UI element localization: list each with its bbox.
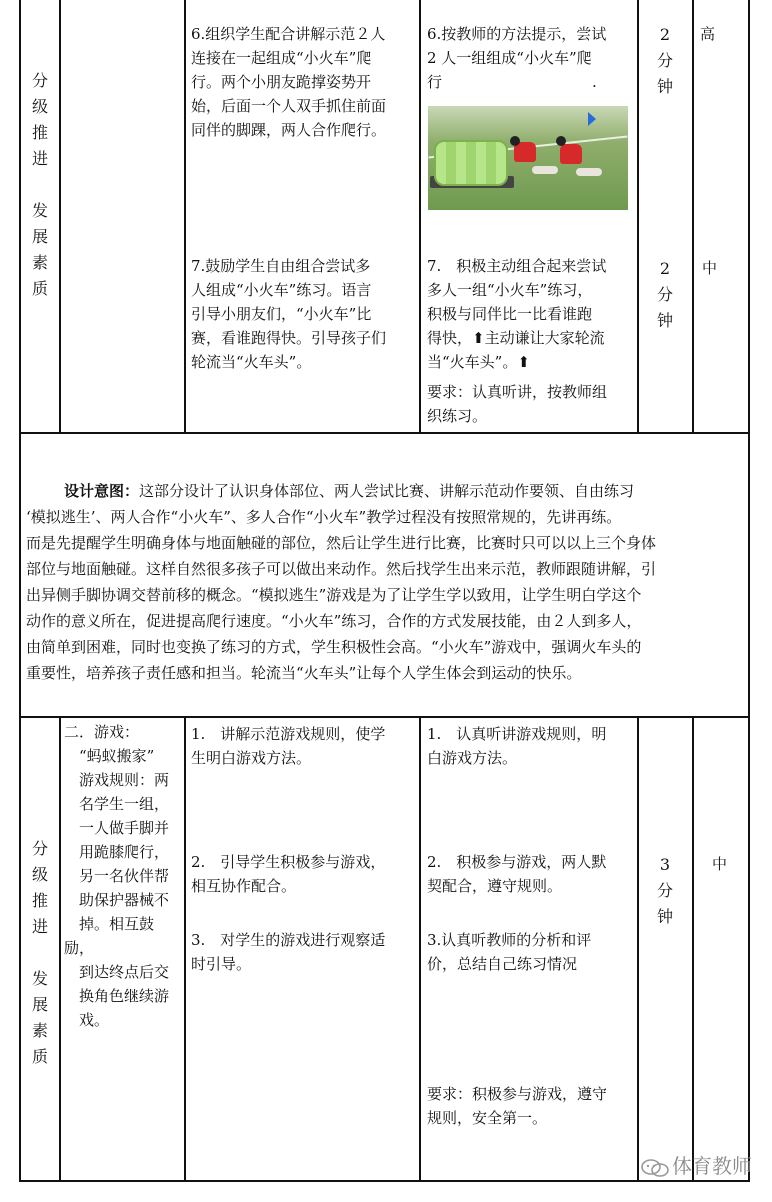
wechat-icon	[640, 1158, 670, 1178]
teacher-step-2: 2. 引导学生积极参与游戏， 相互协作配合。	[191, 853, 386, 895]
activity-photo	[428, 106, 628, 210]
stage-label: 分 级 推 进 发 展 素 质	[31, 71, 48, 298]
time-cell: 2 分 钟	[656, 259, 673, 330]
teacher-activity-6: 6.组织学生配合讲解示范２人 连接在一起组成“小火车”爬 行。两个小朋友跪撑姿势开 始，后面一个人双手抓住前面 同伴的脚踝，两人合作爬行。	[191, 25, 387, 139]
watermark-text: 体育教师	[672, 1154, 752, 1178]
table-divider	[184, 716, 186, 1182]
design-intent: 设计意图：这部分设计了认识身体部位、两人尝试比赛、讲解示范动作要领、自由练习 ‘模拟逃生’、两人合作“小火车”、多人合作“小火车”教学过程没有按照常规的，先讲再练。 而是先提醒学生明确身体与地面触碰的部位，然后让学生进行比赛，比赛时只可以以上三个身体 部位与地面触碰。这样自然很多孩子可以做出来动作。然后找学生出来示范，教师跟随讲解，引 出异侧手脚协调交替前移的概念。“模拟逃生”游戏是为了让学生学以致用，让学生明白学这个 动作的意义所在，促进提高爬行速度。“小火车”练习，合作的方式发展技能，由２人到多人， 由简单到困难，同时也变换了练习的方式，学生积极性会高。“小火车”游戏中，强调火车头的 重要性，培养孩子责任感和担当。轮流当“火车头”让每个人学生体会到运动的快乐。	[26, 482, 657, 682]
design-heading: 设计意图：	[64, 482, 140, 500]
stage-label: 分 级 推 进 发 展 素 质	[31, 839, 48, 1066]
student-activity-6: 6.按教师的方法提示，尝试 2 人一组组成“小火车”爬 行 .	[427, 25, 607, 91]
table-divider	[692, 0, 694, 434]
table-rule	[19, 716, 750, 718]
student-requirement: 要求：认真听讲，按教师组 织练习。	[427, 383, 608, 425]
time-cell: 3 分 钟	[656, 855, 673, 926]
intensity-cell: 中	[712, 855, 728, 873]
teacher-step-3: 3. 对学生的游戏进行观察适 时引导。	[191, 931, 386, 973]
student-step-3: 3.认真听教师的分析和评 价，总结自己练习情况	[427, 931, 592, 973]
teacher-activity-7: 7.鼓励学生自由组合尝试多 人组成“小火车”练习。语言 引导小朋友们，“小火车”比 赛，看谁跑得快。引导孩子们 轮流当“火车头”。	[191, 257, 387, 371]
intensity-cell: 高	[700, 25, 716, 43]
table-divider	[637, 716, 639, 1182]
student-step-1: 1. 认真听讲游戏规则，明 白游戏方法。	[427, 725, 607, 767]
student-step-2: 2. 积极参与游戏，两人默 契配合，遵守规则。	[427, 853, 607, 895]
table-border-right	[748, 432, 750, 718]
student-requirement: 要求：积极参与游戏，遵守 规则，安全第一。	[427, 1085, 608, 1127]
game-content: 二．游戏： “蚂蚁搬家” 游戏规则：两 名学生一组， 一人做手脚并 用跪膝爬行， 另一名伙伴帮 助保护器械不 掉。相互鼓励， 到达终点后交 换角色继续游 戏。	[64, 723, 170, 1029]
table-divider	[184, 0, 186, 434]
table-border-right	[748, 0, 750, 434]
table-rule	[19, 432, 750, 434]
student-activity-7: 7. 积极主动组合起来尝试 多人一组“小火车”练习， 积极与同伴比一比看谁跑 得快，⬆主动谦让大家轮流 当“火车头”。⬆	[427, 257, 607, 371]
table-border-right	[748, 716, 750, 1182]
table-divider	[692, 716, 694, 1182]
teacher-step-1: 1. 讲解示范游戏规则，使学 生明白游戏方法。	[191, 725, 386, 767]
table-divider	[419, 0, 421, 434]
table-rule	[19, 1180, 750, 1182]
intensity-cell: 中	[702, 259, 718, 277]
time-cell: 2 分 钟	[656, 25, 673, 96]
table-border-left	[19, 432, 21, 718]
table-divider	[419, 716, 421, 1182]
table-divider	[637, 0, 639, 434]
